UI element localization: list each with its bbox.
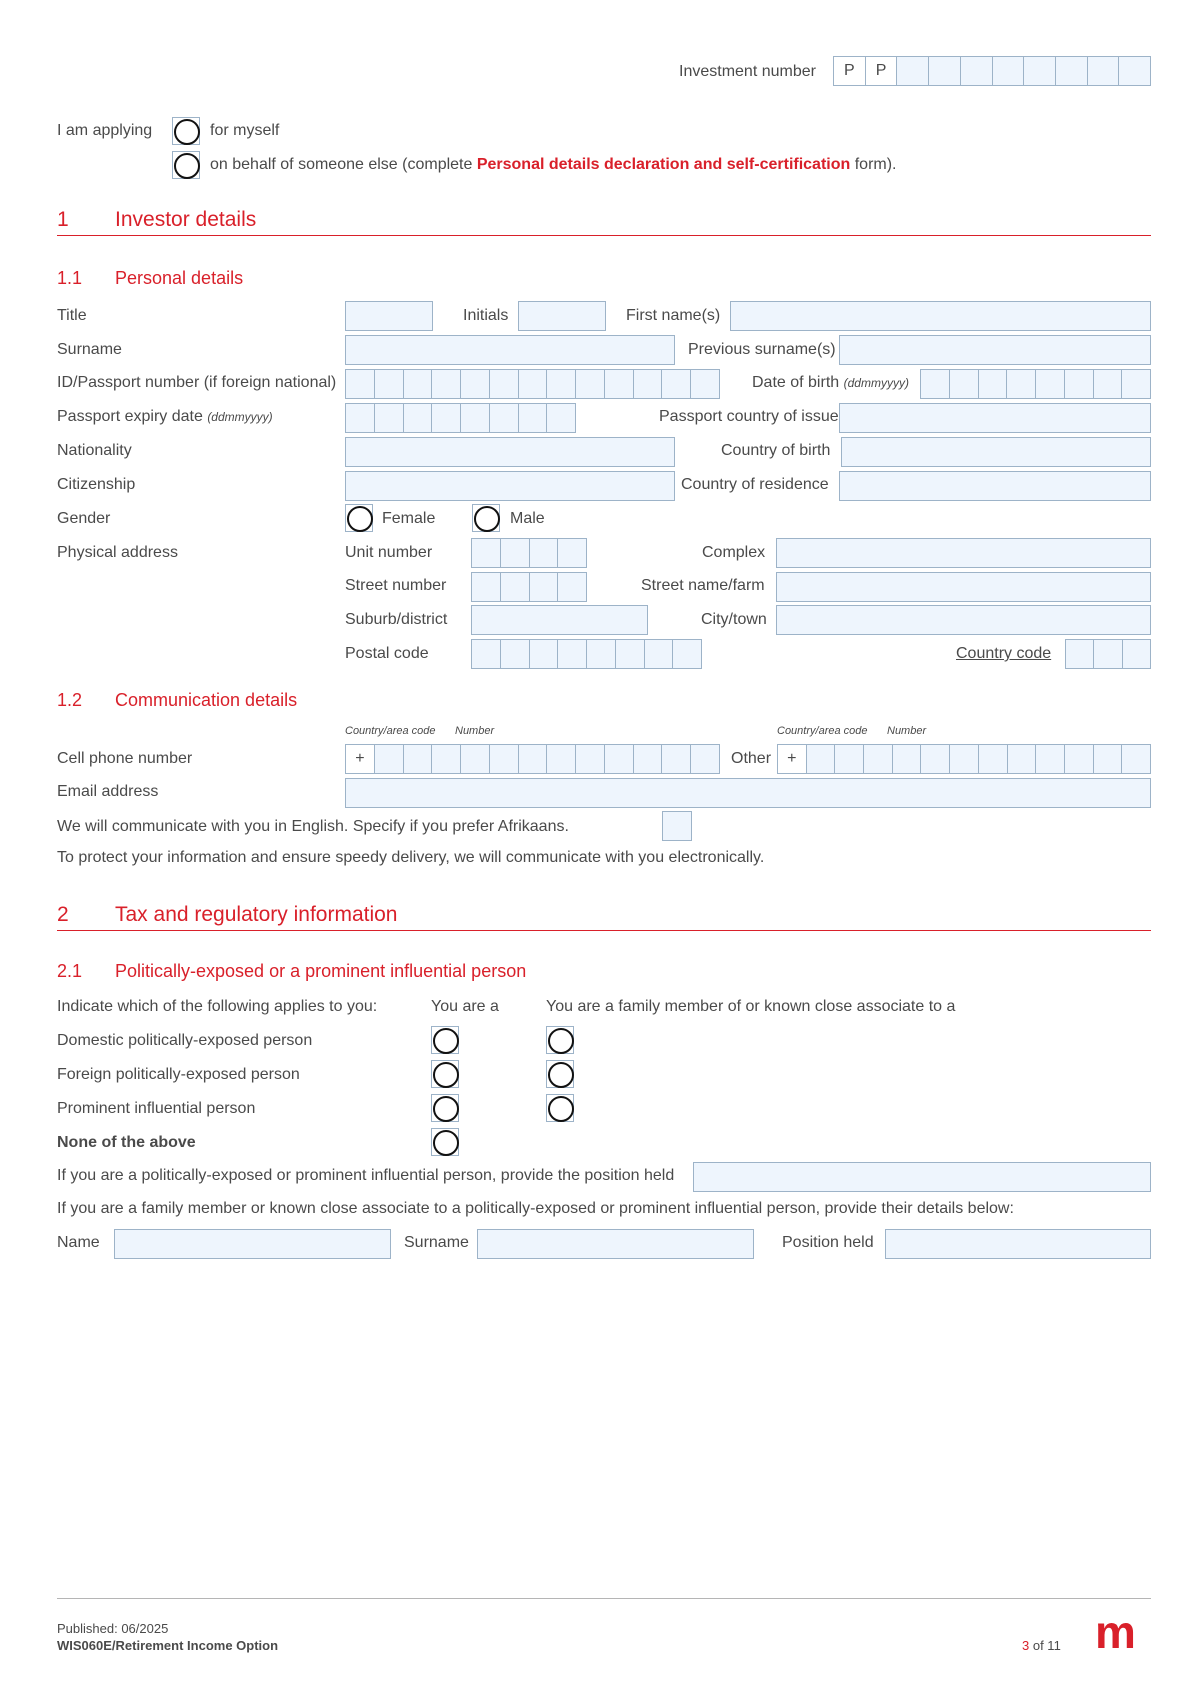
pep-row-foreign: Foreign politically-exposed person <box>57 1066 300 1083</box>
dob-label: Date of birth (ddmmyyyy) <box>752 374 909 391</box>
street-name-label: Street name/farm <box>641 577 765 594</box>
pep-col-you: You are a <box>431 998 499 1015</box>
unit-number-field[interactable] <box>471 538 587 568</box>
afrikaans-text: We will communicate with you in English. Specify if you prefer Afrikaans. <box>57 818 569 835</box>
footer-published: Published: 06/2025 <box>57 1621 169 1636</box>
complex-label: Complex <box>702 544 766 561</box>
gender-label: Gender <box>57 510 111 527</box>
other-area-code-caption: Country/area code <box>777 725 868 737</box>
country-residence-label: Country of residence <box>681 476 829 493</box>
first-names-label: First name(s) <box>626 307 721 324</box>
other-phone-label: Other <box>731 750 772 767</box>
investment-prefix-1: P <box>834 57 866 85</box>
dob-field[interactable] <box>920 369 1151 399</box>
section-1-number: 1 <box>57 208 69 231</box>
suburb-field[interactable] <box>471 605 648 635</box>
unit-number-label: Unit number <box>345 544 433 561</box>
id-passport-label: ID/Passport number (if foreign national) <box>57 374 337 391</box>
pep-foreign-family-radio[interactable] <box>546 1060 574 1088</box>
section-1-1-number: 1.1 <box>57 268 83 288</box>
postal-code-label: Postal code <box>345 645 429 662</box>
pep-position-text: If you are a politically-exposed or prominent influential person, provide the position held <box>57 1167 675 1184</box>
gender-male-radio[interactable] <box>472 504 500 532</box>
investment-number-field[interactable] <box>833 56 1151 86</box>
country-residence-field[interactable] <box>839 471 1151 501</box>
applying-myself-label: for myself <box>210 122 280 139</box>
footer-rule <box>57 1598 1151 1599</box>
cell-plus-sign: + <box>346 745 375 773</box>
first-names-field[interactable] <box>730 301 1151 331</box>
investment-number-label: Investment number <box>679 63 816 80</box>
id-passport-field[interactable] <box>345 369 720 399</box>
suburb-label: Suburb/district <box>345 611 448 628</box>
pep-col-family: You are a family member of or known close associate to a <box>546 998 956 1015</box>
pep-none-radio[interactable] <box>431 1128 459 1156</box>
associate-position-label: Position held <box>782 1234 874 1251</box>
pep-family-text: If you are a family member or known close associate to a politically-exposed or prominent influential person, provide their details below: <box>57 1200 1014 1217</box>
applying-other-radio[interactable] <box>172 151 200 179</box>
associate-name-field[interactable] <box>114 1229 391 1259</box>
section-2-title: Tax and regulatory information <box>115 903 398 926</box>
pep-row-domestic: Domestic politically-exposed person <box>57 1032 313 1049</box>
pep-row-prominent: Prominent influential person <box>57 1100 256 1117</box>
section-1-title: Investor details <box>115 208 257 231</box>
country-birth-field[interactable] <box>841 437 1151 467</box>
postal-code-field[interactable] <box>471 639 702 669</box>
pep-position-field[interactable] <box>693 1162 1151 1192</box>
pep-domestic-family-radio[interactable] <box>546 1026 574 1054</box>
cell-area-code-caption: Country/area code <box>345 725 436 737</box>
section-2-1-number: 2.1 <box>57 961 83 981</box>
title-label: Title <box>57 307 87 324</box>
citizenship-label: Citizenship <box>57 476 136 493</box>
cell-number-caption: Number <box>455 725 495 737</box>
passport-country-label: Passport country of issue <box>659 408 839 425</box>
passport-country-field[interactable] <box>839 403 1151 433</box>
street-number-label: Street number <box>345 577 447 594</box>
pep-domestic-you-radio[interactable] <box>431 1026 459 1054</box>
city-label: City/town <box>701 611 767 628</box>
surname-label: Surname <box>57 341 122 358</box>
city-field[interactable] <box>776 605 1151 635</box>
section-2-rule <box>57 930 1151 931</box>
gender-female-radio[interactable] <box>345 504 373 532</box>
other-phone-field[interactable] <box>777 744 1151 774</box>
previous-surname-label: Previous surname(s) <box>688 341 836 358</box>
gender-male-label: Male <box>510 510 545 527</box>
pep-indicate-text: Indicate which of the following applies to you: <box>57 998 378 1015</box>
gender-female-label: Female <box>382 510 436 527</box>
country-code-field[interactable] <box>1065 639 1151 669</box>
section-2-1-title: Politically-exposed or a prominent influential person <box>115 961 527 981</box>
applying-label: I am applying <box>57 122 153 139</box>
electronic-text: To protect your information and ensure speedy delivery, we will communicate with you electronically. <box>57 849 765 866</box>
other-plus-sign: + <box>778 745 807 773</box>
applying-other-label: on behalf of someone else (complete Personal details declaration and self-certification form). <box>210 156 897 173</box>
email-field[interactable] <box>345 778 1151 808</box>
section-1-2-number: 1.2 <box>57 690 83 710</box>
declaration-form-link[interactable]: Personal details declaration and self-certification <box>476 156 851 173</box>
investment-prefix-2: P <box>866 57 898 85</box>
street-number-field[interactable] <box>471 572 587 602</box>
footer-page-number: 3 of 11 <box>1022 1638 1061 1653</box>
section-1-rule <box>57 235 1151 236</box>
applying-myself-radio[interactable] <box>172 117 200 145</box>
pep-prominent-family-radio[interactable] <box>546 1094 574 1122</box>
initials-field[interactable] <box>518 301 606 331</box>
title-field[interactable] <box>345 301 433 331</box>
passport-expiry-field[interactable] <box>345 403 576 433</box>
momentum-logo: m <box>1095 1606 1133 1658</box>
country-birth-label: Country of birth <box>721 442 831 459</box>
initials-label: Initials <box>463 307 509 324</box>
passport-expiry-label: Passport expiry date (ddmmyyyy) <box>57 408 273 425</box>
associate-name-label: Name <box>57 1234 100 1251</box>
email-label: Email address <box>57 783 159 800</box>
associate-surname-field[interactable] <box>477 1229 754 1259</box>
surname-field[interactable] <box>345 335 675 365</box>
nationality-field[interactable] <box>345 437 675 467</box>
street-name-field[interactable] <box>776 572 1151 602</box>
previous-surname-field[interactable] <box>839 335 1151 365</box>
citizenship-field[interactable] <box>345 471 675 501</box>
section-1-2-title: Communication details <box>115 690 298 710</box>
section-1-1-title: Personal details <box>115 268 244 288</box>
pep-foreign-you-radio[interactable] <box>431 1060 459 1088</box>
associate-position-field[interactable] <box>885 1229 1151 1259</box>
associate-surname-label: Surname <box>404 1234 469 1251</box>
nationality-label: Nationality <box>57 442 132 459</box>
cell-phone-label: Cell phone number <box>57 750 193 767</box>
footer-form-code: WIS060E/Retirement Income Option <box>57 1638 279 1653</box>
physical-address-label: Physical address <box>57 544 178 561</box>
cell-phone-field[interactable] <box>345 744 720 774</box>
pep-prominent-you-radio[interactable] <box>431 1094 459 1122</box>
section-2-number: 2 <box>57 903 69 926</box>
country-code-link[interactable]: Country code <box>956 645 1052 662</box>
other-number-caption: Number <box>887 725 927 737</box>
complex-field[interactable] <box>776 538 1151 568</box>
afrikaans-checkbox[interactable] <box>662 811 692 841</box>
pep-row-none: None of the above <box>57 1134 196 1151</box>
